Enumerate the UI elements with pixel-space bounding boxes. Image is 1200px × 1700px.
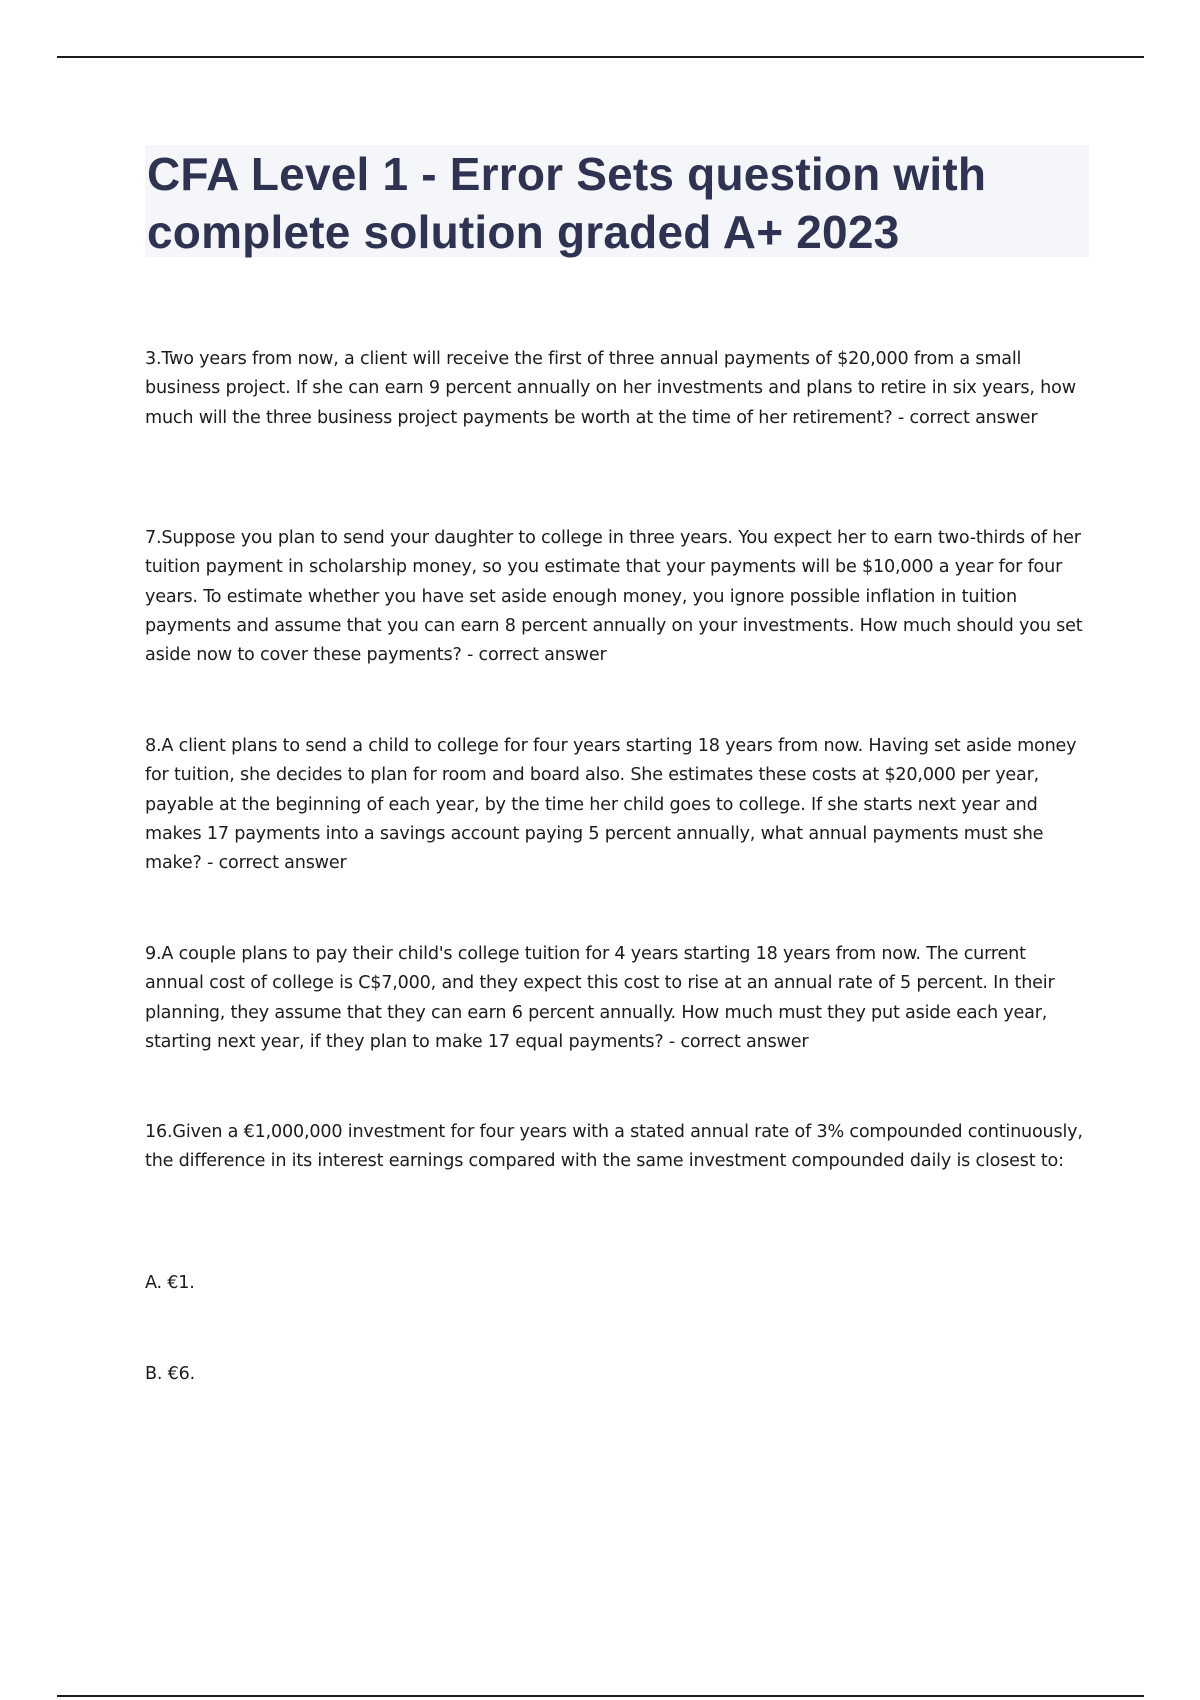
top-divider: [57, 56, 1144, 58]
answer-option-a: A. €1.: [145, 1273, 195, 1293]
answer-option-b: B. €6.: [145, 1364, 196, 1384]
question-9: 9.A couple plans to pay their child's college tuition for 4 years starting 18 years from now. The current annual cost of college is C$7,000, and they expect this cost to rise at an annual rate of 5 percent. In their planning, they assume that they can earn 6 percent annually. How much must they put aside each year, starting next year, if they plan to make 17 equal payments? - correct answer: [145, 944, 1055, 1052]
title-banner: [145, 145, 1089, 257]
document-title: CFA Level 1 - Error Sets question with complete solution graded A+ 2023: [147, 148, 987, 258]
question-3: 3.Two years from now, a client will receive the first of three annual payments of $20,000 from a small business project. If she can earn 9 percent annually on her investments and plans to retire in six years, how much will the three business project payments be worth at the time of her retirement? - correct answer: [145, 349, 1076, 428]
question-7: 7.Suppose you plan to send your daughter to college in three years. You expect her to earn two-thirds of her tuition payment in scholarship money, so you estimate that your payments will be $10,000 a year for four years. To estimate whether you have set aside enough money, you ignore possible inflation in tuition payments and assume that you can earn 8 percent annually on your investments. How much should you set aside now to cover these payments? - correct answer: [145, 528, 1083, 666]
bottom-divider: [57, 1695, 1144, 1697]
question-16: 16.Given a €1,000,000 investment for four years with a stated annual rate of 3% compounded continuously, the difference in its interest earnings compared with the same investment compounded daily is closest to:: [145, 1122, 1083, 1172]
question-8: 8.A client plans to send a child to college for four years starting 18 years from now. Having set aside money for tuition, she decides to plan for room and board also. She estimates these costs at $20,000 per year, payable at the beginning of each year, by the time her child goes to college. If she starts next year and makes 17 payments into a savings account paying 5 percent annually, what annual payments must she make? - correct answer: [145, 736, 1077, 874]
